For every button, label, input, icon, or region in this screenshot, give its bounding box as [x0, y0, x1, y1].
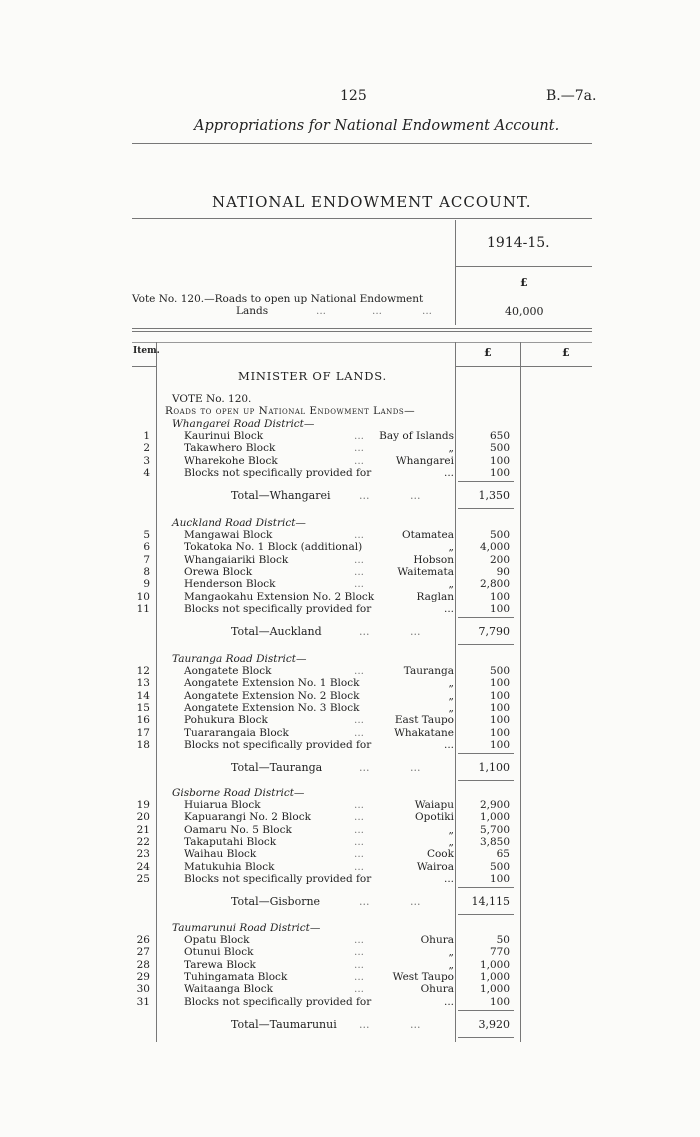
- item-number: 22: [136, 836, 150, 848]
- county-name: „: [448, 541, 454, 553]
- leader-dots: ...: [410, 489, 421, 502]
- item-number: 2: [143, 442, 150, 454]
- district-total-row: [130, 489, 590, 503]
- leader-dots: ...: [354, 799, 365, 811]
- leader-dots: ...: [354, 442, 365, 454]
- table-row: [130, 971, 590, 983]
- leader-dots: ...: [354, 848, 365, 860]
- item-number: 21: [136, 824, 150, 836]
- county-name: Ohura: [420, 934, 454, 946]
- amount: 100: [489, 455, 510, 467]
- amount: 50: [496, 934, 510, 946]
- table-row: [130, 727, 590, 739]
- block-name: Blocks not specifically provided for: [184, 873, 372, 885]
- county-name: „: [448, 690, 454, 702]
- table-row: [130, 677, 590, 689]
- leader-dots: ...: [354, 430, 365, 442]
- leader-dots: ...: [354, 971, 365, 983]
- block-name: Takawhero Block: [184, 442, 276, 454]
- table-row: [130, 959, 590, 971]
- county-name: ...: [443, 603, 454, 615]
- amount: 100: [489, 727, 510, 739]
- item-number: 11: [136, 603, 150, 615]
- block-name: Blocks not specifically provided for: [184, 739, 372, 751]
- district-heading: Tauranga Road District—: [172, 653, 307, 665]
- table-row: [130, 811, 590, 823]
- amount: 2,900: [479, 799, 510, 811]
- item-number: 30: [136, 983, 150, 995]
- table-row: [130, 665, 590, 677]
- amount: 2,800: [479, 578, 510, 590]
- item-number: 13: [136, 677, 150, 689]
- total-amount: 1,100: [478, 761, 510, 774]
- item-number: 29: [136, 971, 150, 983]
- subtotal-rule: [458, 887, 514, 888]
- leader-dots: ...: [354, 959, 365, 971]
- leader-dots: ...: [410, 761, 421, 774]
- item-number: 10: [136, 591, 150, 603]
- item-number: 26: [136, 934, 150, 946]
- amount: 770: [489, 946, 510, 958]
- account-title: NATIONAL ENDOWMENT ACCOUNT.: [212, 193, 532, 211]
- leader-dots: ...: [359, 895, 370, 908]
- leader-dots: ...: [354, 983, 365, 995]
- county-name: „: [448, 578, 454, 590]
- amount: 4,000: [479, 541, 510, 553]
- county-name: Cook: [426, 848, 454, 860]
- column-item-header: Item.: [133, 346, 160, 356]
- county-name: West Taupo: [392, 971, 454, 983]
- item-number: 7: [143, 554, 150, 566]
- leader-dots: ...: [359, 761, 370, 774]
- item-number: 12: [136, 665, 150, 677]
- table-row: [130, 455, 590, 467]
- document-code: B.—7a.: [546, 88, 597, 104]
- amount: 65: [496, 848, 510, 860]
- county-name: Otamatea: [402, 529, 454, 541]
- item-number: 15: [136, 702, 150, 714]
- table-row: [130, 566, 590, 578]
- table-row: [130, 946, 590, 958]
- table-row: [130, 848, 590, 860]
- table-row: [130, 836, 590, 848]
- item-number: 18: [136, 739, 150, 751]
- table-row: [130, 529, 590, 541]
- item-number: 23: [136, 848, 150, 860]
- total-rule: [458, 780, 514, 781]
- table-row: [130, 442, 590, 454]
- total-amount: 14,115: [471, 895, 510, 908]
- district-heading: Taumarunui Road District—: [172, 922, 321, 934]
- block-name: Tokatoka No. 1 Block (additional): [184, 541, 363, 553]
- total-label: Total—Taumarunui: [231, 1018, 337, 1031]
- leader-dots: ...: [354, 934, 365, 946]
- county-name: ...: [443, 873, 454, 885]
- amount: 100: [489, 591, 510, 603]
- table-row: [130, 739, 590, 751]
- leader-dots: ...: [354, 455, 365, 467]
- amount: 100: [489, 996, 510, 1008]
- leader-dots: ...: [354, 554, 365, 566]
- block-name: Waihau Block: [184, 848, 257, 860]
- total-amount: 3,920: [478, 1018, 510, 1031]
- amount: 100: [489, 603, 510, 615]
- leader-dots: ...: [359, 489, 370, 502]
- county-name: Opotiki: [415, 811, 454, 823]
- amount: 100: [489, 702, 510, 714]
- county-name: Waitemata: [397, 566, 454, 578]
- district-heading: Auckland Road District—: [172, 517, 306, 529]
- county-name: „: [448, 442, 454, 454]
- block-name: Takaputahi Block: [184, 836, 277, 848]
- subtotal-rule: [458, 617, 514, 618]
- table-row: [130, 603, 590, 615]
- block-name: Wharekohe Block: [184, 455, 278, 467]
- table-row: [130, 934, 590, 946]
- table-row: [130, 983, 590, 995]
- item-number: 31: [136, 996, 150, 1008]
- vote-number: VOTE No. 120.: [172, 393, 252, 405]
- county-name: Bay of Islands: [379, 430, 454, 442]
- county-name: ...: [443, 467, 454, 479]
- county-name: Wairoa: [416, 861, 454, 873]
- item-number: 19: [136, 799, 150, 811]
- subtotal-rule: [458, 481, 514, 482]
- column-pound-header-1: £: [484, 346, 492, 359]
- block-name: Oamaru No. 5 Block: [184, 824, 292, 836]
- block-name: Waitaanga Block: [184, 983, 273, 995]
- table-row: [130, 554, 590, 566]
- block-name: Kaurinui Block: [184, 430, 264, 442]
- leader-dots: ...: [354, 665, 365, 677]
- summary-currency: £: [520, 276, 528, 289]
- vote-dots: ...: [316, 305, 327, 317]
- amount: 90: [496, 566, 510, 578]
- leader-dots: ...: [354, 946, 365, 958]
- block-name: Mangawai Block: [184, 529, 273, 541]
- leader-dots: ...: [354, 727, 365, 739]
- item-number: 16: [136, 714, 150, 726]
- amount: 100: [489, 677, 510, 689]
- table-row: [130, 702, 590, 714]
- district-total-row: [130, 895, 590, 909]
- amount: 100: [489, 714, 510, 726]
- county-name: „: [448, 824, 454, 836]
- table-row: [130, 799, 590, 811]
- amount: 1,000: [479, 811, 510, 823]
- county-name: Whakatane: [394, 727, 454, 739]
- county-name: „: [448, 836, 454, 848]
- table-row: [130, 873, 590, 885]
- county-name: ...: [443, 739, 454, 751]
- item-number: 17: [136, 727, 150, 739]
- table-row: [130, 541, 590, 553]
- block-name: Mangaokahu Extension No. 2 Block: [184, 591, 375, 603]
- amount: 100: [489, 873, 510, 885]
- vote-heading: Roads to open up National Endowment Lands—: [165, 405, 416, 417]
- total-amount: 7,790: [478, 625, 510, 638]
- block-name: Whangaiariki Block: [184, 554, 289, 566]
- table-row: [130, 824, 590, 836]
- block-name: Tarewa Block: [184, 959, 256, 971]
- total-rule: [458, 1037, 514, 1038]
- amount: 3,850: [479, 836, 510, 848]
- district-heading: Gisborne Road District—: [172, 787, 305, 799]
- amount: 500: [489, 529, 510, 541]
- district-total-row: [130, 1018, 590, 1032]
- leader-dots: ...: [410, 625, 421, 638]
- block-name: Kapuarangi No. 2 Block: [184, 811, 311, 823]
- amount: 100: [489, 739, 510, 751]
- table-row: [130, 591, 590, 603]
- block-name: Blocks not specifically provided for: [184, 996, 372, 1008]
- county-name: Tauranga: [403, 665, 454, 677]
- table-row: [130, 578, 590, 590]
- county-name: Ohura: [420, 983, 454, 995]
- amount: 500: [489, 442, 510, 454]
- county-name: ...: [443, 996, 454, 1008]
- leader-dots: ...: [410, 1018, 421, 1031]
- item-number: 20: [136, 811, 150, 823]
- leader-dots: ...: [354, 824, 365, 836]
- total-label: Total—Whangarei: [231, 489, 331, 502]
- leader-dots: ...: [354, 578, 365, 590]
- block-name: Aongatete Extension No. 2 Block: [184, 690, 360, 702]
- vote-line-2: Lands: [236, 305, 269, 317]
- amount: 500: [489, 861, 510, 873]
- amount: 100: [489, 690, 510, 702]
- amount: 500: [489, 665, 510, 677]
- subtotal-rule: [458, 1010, 514, 1011]
- total-amount: 1,350: [478, 489, 510, 502]
- total-label: Total—Gisborne: [231, 895, 321, 908]
- leader-dots: ...: [354, 529, 365, 541]
- leader-dots: ...: [359, 1018, 370, 1031]
- total-label: Total—Auckland: [231, 625, 322, 638]
- leader-dots: ...: [410, 895, 421, 908]
- amount: 200: [489, 554, 510, 566]
- item-number: 8: [143, 566, 150, 578]
- block-name: Aongatete Block: [184, 665, 272, 677]
- block-name: Henderson Block: [184, 578, 276, 590]
- fiscal-year: 1914-15.: [487, 235, 550, 251]
- item-number: 27: [136, 946, 150, 958]
- item-number: 1: [143, 430, 150, 442]
- table-row: [130, 714, 590, 726]
- amount: 1,000: [479, 971, 510, 983]
- item-number: 24: [136, 861, 150, 873]
- item-number: 9: [143, 578, 150, 590]
- county-name: „: [448, 959, 454, 971]
- amount: 5,700: [479, 824, 510, 836]
- item-number: 3: [143, 455, 150, 467]
- county-name: Waiapu: [414, 799, 454, 811]
- total-rule: [458, 914, 514, 915]
- total-rule: [458, 644, 514, 645]
- block-name: Tuararangaia Block: [184, 727, 289, 739]
- minister-heading: MINISTER OF LANDS.: [238, 369, 387, 383]
- amount: 650: [489, 430, 510, 442]
- county-name: East Taupo: [394, 714, 454, 726]
- block-name: Opatu Block: [184, 934, 250, 946]
- table-row: [130, 467, 590, 479]
- county-name: „: [448, 677, 454, 689]
- item-number: 14: [136, 690, 150, 702]
- block-name: Pohukura Block: [184, 714, 268, 726]
- column-pound-header-2: £: [562, 346, 570, 359]
- table-row: [130, 690, 590, 702]
- item-number: 4: [143, 467, 150, 479]
- running-title: Appropriations for National Endowment Account.: [194, 118, 560, 134]
- county-name: „: [448, 946, 454, 958]
- leader-dots: ...: [354, 811, 365, 823]
- total-label: Total—Tauranga: [231, 761, 323, 774]
- county-name: Raglan: [416, 591, 454, 603]
- subtotal-rule: [458, 753, 514, 754]
- county-name: Hobson: [413, 554, 454, 566]
- table-row: [130, 861, 590, 873]
- district-total-row: [130, 625, 590, 639]
- leader-dots: ...: [354, 836, 365, 848]
- vote-line-1: Vote No. 120.—Roads to open up National Endowment: [132, 293, 424, 305]
- county-name: Whangarei: [395, 455, 454, 467]
- leader-dots: ...: [354, 861, 365, 873]
- district-total-row: [130, 761, 590, 775]
- amount: 100: [489, 467, 510, 479]
- district-heading: Whangarei Road District—: [172, 418, 315, 430]
- summary-amount: 40,000: [505, 305, 544, 318]
- block-name: Tuhingamata Block: [184, 971, 288, 983]
- leader-dots: ...: [354, 714, 365, 726]
- table-row: [130, 996, 590, 1008]
- item-number: 6: [143, 541, 150, 553]
- block-name: Orewa Block: [184, 566, 253, 578]
- leader-dots: ...: [359, 625, 370, 638]
- amount: 1,000: [479, 959, 510, 971]
- item-number: 28: [136, 959, 150, 971]
- table-row: [130, 430, 590, 442]
- page-number: 125: [340, 88, 367, 104]
- vote-dots-2: ...: [372, 305, 383, 317]
- block-name: Blocks not specifically provided for: [184, 467, 372, 479]
- block-name: Otunui Block: [184, 946, 254, 958]
- block-name: Matukuhia Block: [184, 861, 275, 873]
- block-name: Aongatete Extension No. 3 Block: [184, 702, 360, 714]
- amount: 1,000: [479, 983, 510, 995]
- total-rule: [458, 508, 514, 509]
- block-name: Huiarua Block: [184, 799, 261, 811]
- item-number: 25: [136, 873, 150, 885]
- block-name: Blocks not specifically provided for: [184, 603, 372, 615]
- vote-dots-3: ...: [422, 305, 433, 317]
- block-name: Aongatete Extension No. 1 Block: [184, 677, 360, 689]
- item-number: 5: [143, 529, 150, 541]
- county-name: „: [448, 702, 454, 714]
- leader-dots: ...: [354, 566, 365, 578]
